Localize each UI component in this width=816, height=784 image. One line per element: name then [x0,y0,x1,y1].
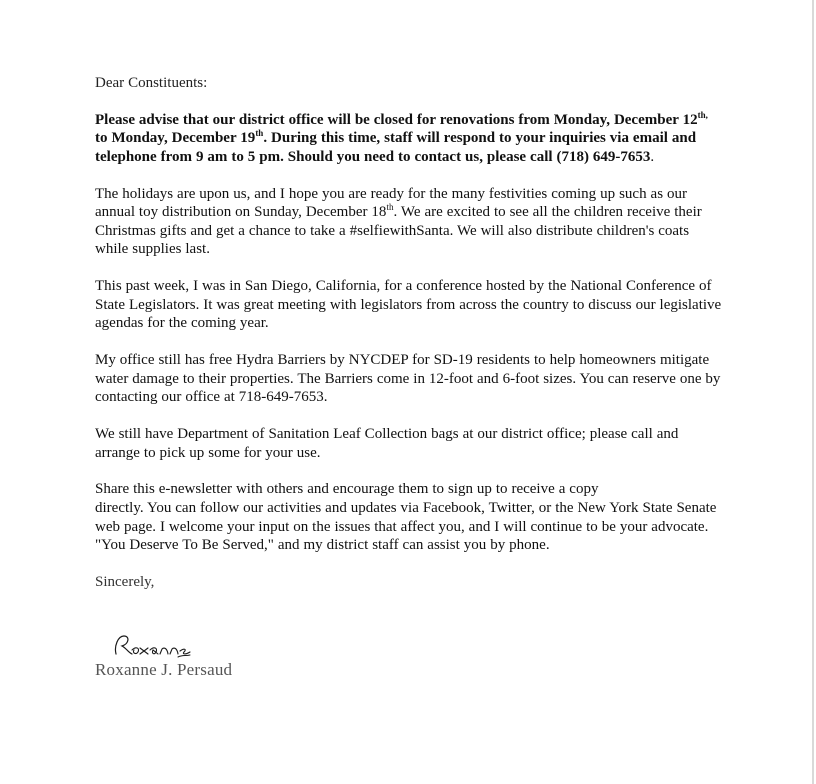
closure-notice-text-3: . During this time, staff will respond to your inquiries via email and telephone from 9 am to 5 pm. Should you need to contact us, please call (718) 649-7653 [95,130,697,165]
holidays-text-1: The holidays are upon us, and I hope you are ready for the many festivities coming up such as our annual toy distribution on Sunday, December 18 [95,185,687,221]
holidays-ordinal: th [386,202,394,213]
hydra-barriers-paragraph: My office still has free Hydra Barriers by NYCDEP for SD-19 residents to help homeowners mitigate water damage to their properties. The Barriers come in 12-foot and 6-foot sizes. You can reserve one by contacting our office at 718-649-7653. [95,352,721,406]
leaf-bags-paragraph: We still have Department of Sanitation Leaf Collection bags at our district office; please call and arrange to pick up some for your use. [95,426,679,461]
signature-icon [110,624,200,664]
share-paragraph [95,480,723,554]
holidays-paragraph [95,185,723,259]
page-edge-divider [812,0,814,784]
closure-notice-text-1: Please advise that our district office will be closed for renovations from Monday, December 12 [95,111,698,128]
closing: Sincerely, [95,574,155,590]
closure-notice-ordinal-1: th, [697,109,708,120]
closure-notice-period: . [650,148,655,165]
closure-notice-ordinal-2: th [255,128,264,139]
closure-notice-text-2: to Monday, December 19 [95,130,256,147]
handwritten-signature [110,624,200,664]
signer-name: Roxanne J. Persaud [95,660,233,679]
conference-paragraph: This past week, I was in San Diego, California, for a conference hosted by the National Conference of State Legislators. It was great meeting with legislators from across the country to discuss our legislative agendas for the coming year. [95,278,722,332]
letter-body [95,74,723,592]
share-line-rest: directly. You can follow our activities and updates via Facebook, Twitter, or the New York State Senate web page. I welcome your input on the issues that affect you, and I will continue to be your advocate. "You Deserve To Be Served," and my district staff can assist you by phone. [95,500,717,554]
holidays-text-2: . We are excited to see all the children receive their Christmas gifts and get a chance to take a #selfiewithSanta. We will also distribute children's coats while supplies last. [95,204,702,258]
greeting: Dear Constituents: [95,75,208,91]
share-line-1: Share this e-newsletter with others and encourage them to sign up to receive a copy [95,481,599,498]
closure-notice-paragraph [95,111,723,167]
